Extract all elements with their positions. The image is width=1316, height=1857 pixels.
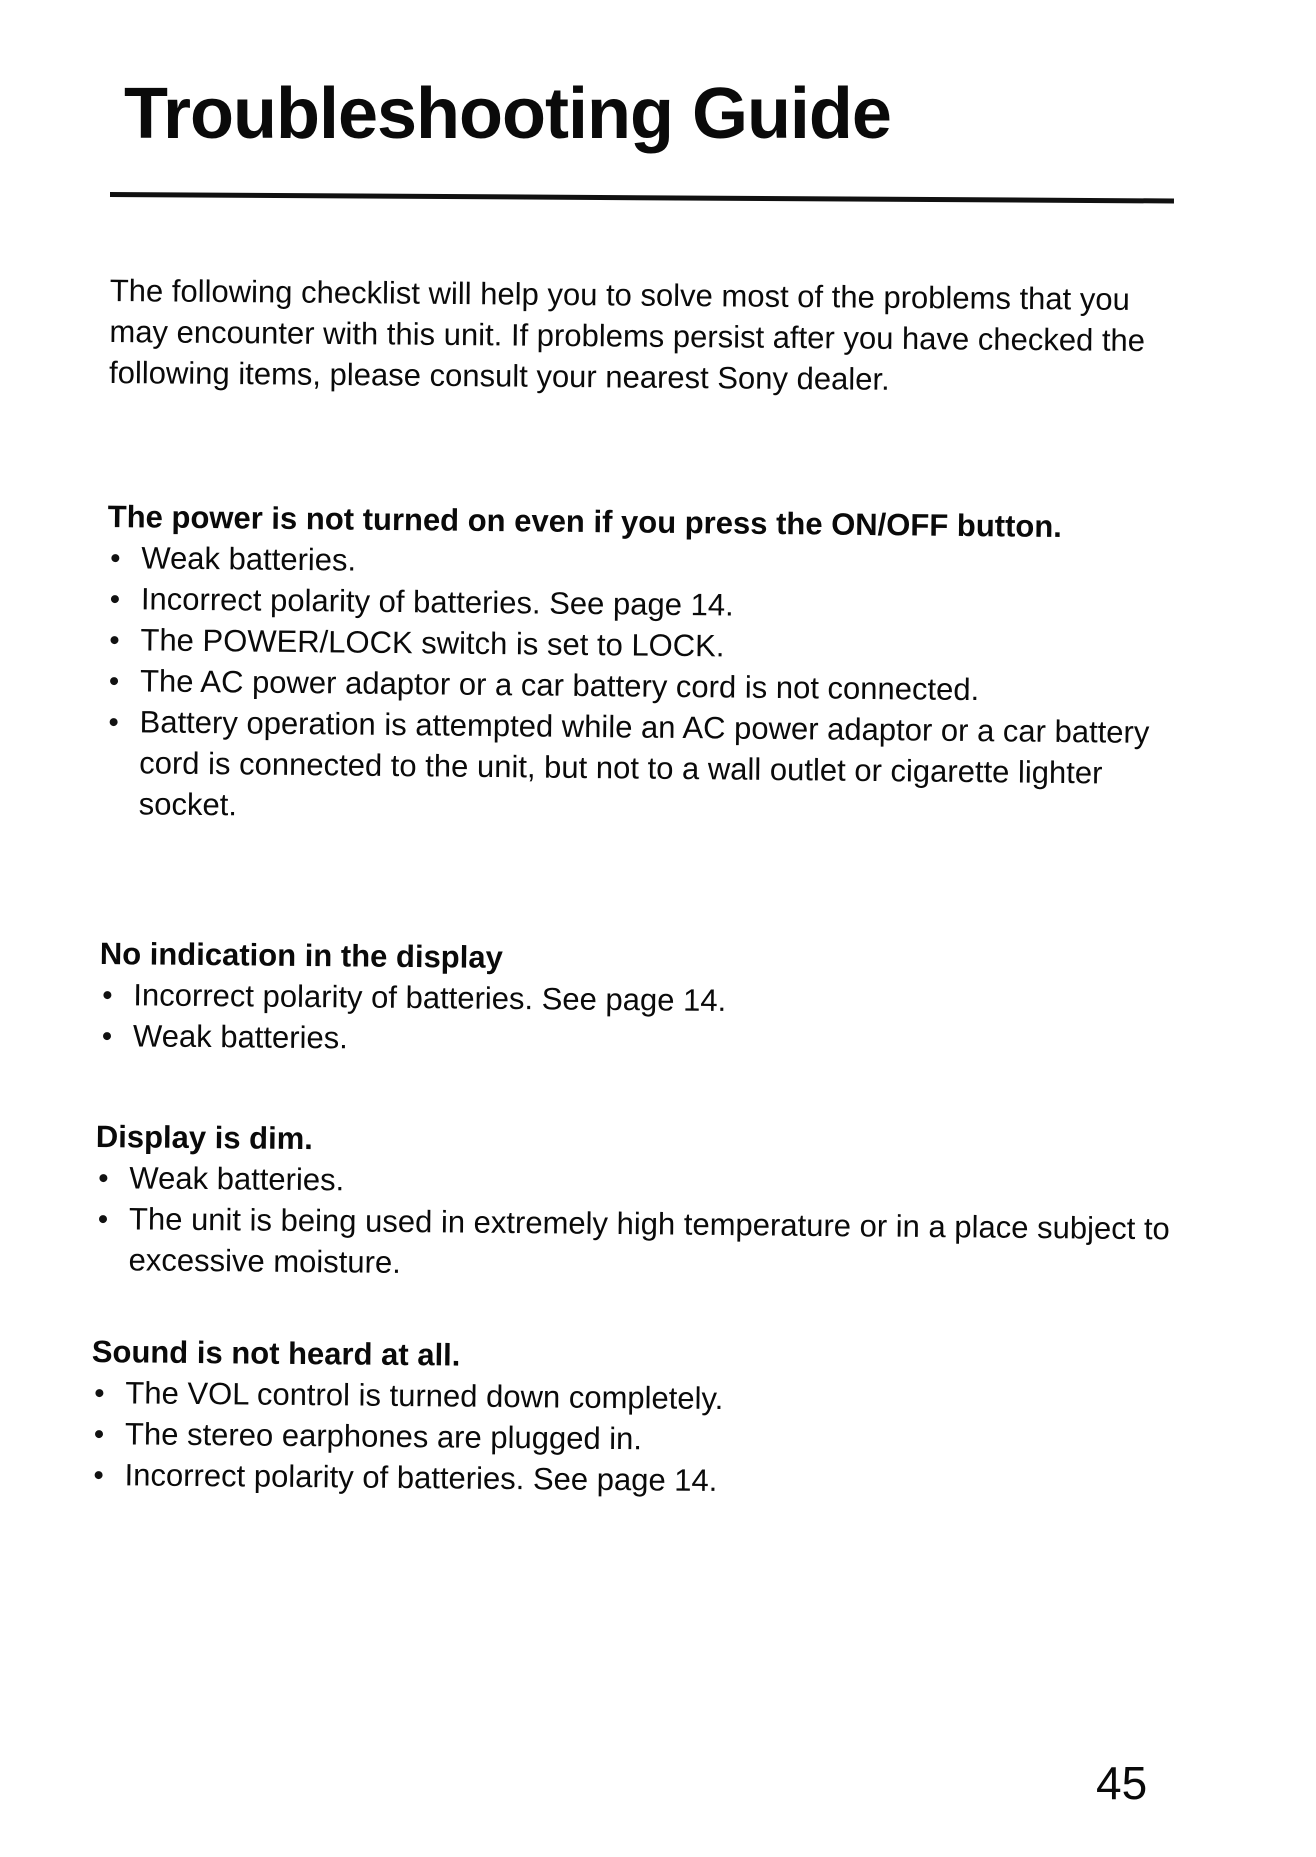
list-item — [105, 701, 1206, 836]
section-no-sound — [90, 1331, 1192, 1506]
checklist — [90, 1372, 1191, 1506]
page-number: 45 — [1096, 1757, 1148, 1809]
list-item-text: The AC power adaptor or a car battery cord is not connected. — [139, 663, 980, 708]
bullet-icon — [95, 1389, 103, 1397]
checklist — [94, 1157, 1195, 1291]
list-item-text: The stereo earphones are plugged in. — [124, 1416, 643, 1457]
list-item-text: Incorrect polarity of batteries. See page 14. — [133, 977, 727, 1019]
checklist — [105, 537, 1208, 836]
bullet-icon — [99, 1215, 107, 1223]
section-heading: No indication in the display — [99, 935, 503, 975]
intro-paragraph: The following checklist will help you to solve most of the problems that you may encounter with this unit. If problems persist after you have checked the following items, please consult your nearest Sony dealer. — [108, 272, 1146, 397]
list-item-text: Weak batteries. — [141, 540, 357, 578]
section-heading: Display is dim. — [95, 1118, 314, 1157]
list-item-text: The POWER/LOCK switch is set to LOCK. — [140, 622, 725, 664]
section-display-dim — [94, 1116, 1196, 1291]
section-heading: The power is not turned on even if you press the ON/OFF button. — [107, 498, 1063, 544]
bullet-icon — [103, 991, 111, 999]
page-title: Troubleshooting Guide — [124, 74, 891, 154]
title-rule — [110, 192, 1174, 203]
list-item — [94, 1198, 1195, 1291]
bullet-icon — [110, 718, 118, 726]
section-power-not-on — [105, 496, 1208, 836]
list-item-text: Weak batteries. — [129, 1160, 345, 1198]
list-item-text: Weak batteries. — [132, 1018, 348, 1056]
bullet-icon — [110, 636, 118, 644]
list-item-text: Incorrect polarity of batteries. See page 14. — [124, 1457, 718, 1499]
section-no-indication — [99, 933, 1200, 1067]
bullet-icon — [99, 1174, 107, 1182]
list-item-text: Incorrect polarity of batteries. See page 14. — [140, 581, 734, 623]
bullet-icon — [95, 1430, 103, 1438]
bullet-icon — [103, 1032, 111, 1040]
bullet-icon — [110, 677, 118, 685]
list-item-text: The VOL control is turned down completely. — [125, 1375, 724, 1417]
bullet-icon — [95, 1471, 103, 1479]
bullet-icon — [111, 554, 119, 562]
section-heading: Sound is not heard at all. — [91, 1333, 461, 1373]
checklist — [99, 974, 1200, 1067]
list-item-text: Battery operation is attempted while an AC power adaptor or a car battery cord is connected to the unit, but not to a wall outlet or cigarette lighter socket. — [138, 704, 1150, 823]
list-item-text: The unit is being used in extremely high temperature or in a place subject to excessive moisture. — [128, 1201, 1170, 1280]
bullet-icon — [111, 595, 119, 603]
